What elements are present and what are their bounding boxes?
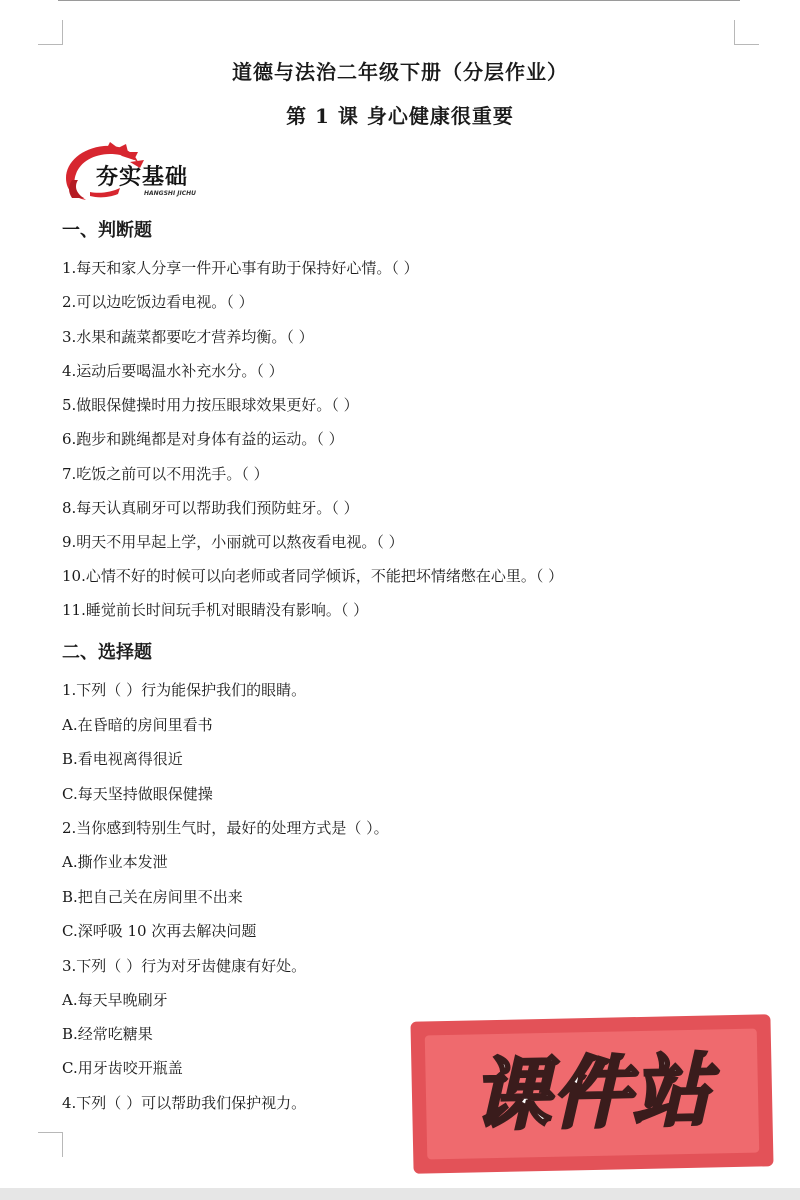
true-false-item-3: 3.水果和蔬菜都要吃才营养均衡。（ ） [62, 328, 314, 346]
section-heading-true-false: 一、判断题 [62, 220, 152, 241]
crop-mark-bottom-left [38, 1132, 63, 1157]
brand-name: 夯实基础 [96, 165, 189, 190]
true-false-item-1: 1.每天和家人分享一件开心事有助于保持好心情。（ ） [62, 259, 419, 277]
true-false-item-4: 4.运动后要喝温水补充水分。（ ） [62, 362, 284, 380]
choice-option: B.把自己关在房间里不出来 [62, 888, 243, 906]
page-top-rule [58, 0, 740, 1]
crop-mark-top-right [734, 20, 759, 45]
lesson-title: 第 1 课 身心健康很重要 [286, 104, 514, 128]
crop-mark-top-left [38, 20, 63, 45]
choice-question-1: 1.下列（ ）行为能保护我们的眼睛。 [62, 681, 307, 699]
true-false-item-8: 8.每天认真刷牙可以帮助我们预防蛀牙。（ ） [62, 499, 359, 517]
true-false-item-6: 6.跑步和跳绳都是对身体有益的运动。（ ） [62, 430, 344, 448]
choice-option: B.经常吃糖果 [62, 1025, 153, 1043]
choice-question-2: 2.当你感到特别生气时，最好的处理方式是（ ）。 [62, 819, 389, 837]
choice-question-4: 4.下列（ ）可以帮助我们保护视力。 [62, 1094, 307, 1112]
watermark-text: 课件站 [471, 1046, 713, 1142]
true-false-item-2: 2.可以边吃饭边看电视。（ ） [62, 293, 254, 311]
watermark-stamp [410, 1014, 773, 1174]
choice-option: A.撕作业本发泄 [62, 853, 168, 871]
brand-logo [60, 140, 210, 202]
choice-option: A.在昏暗的房间里看书 [62, 716, 213, 734]
true-false-item-9: 9.明天不用早起上学，小丽就可以熬夜看电视。（ ） [62, 533, 404, 551]
choice-option: C.用牙齿咬开瓶盖 [62, 1059, 183, 1077]
choice-option: C.深呼吸 10 次再去解决问题 [62, 922, 257, 940]
choice-option: A.每天早晚刷牙 [62, 991, 168, 1009]
document-title: 道德与法治二年级下册（分层作业） [232, 60, 568, 84]
section-heading-multiple-choice: 二、选择题 [62, 642, 152, 663]
brand-pinyin: HANGSHI JICHU [144, 190, 197, 197]
choice-option: B.看电视离得很近 [62, 750, 183, 768]
true-false-item-7: 7.吃饭之前可以不用洗手。（ ） [62, 465, 269, 483]
true-false-item-5: 5.做眼保健操时用力按压眼球效果更好。（ ） [62, 396, 359, 414]
choice-question-3: 3.下列（ ）行为对牙齿健康有好处。 [62, 957, 307, 975]
true-false-item-10: 10.心情不好的时候可以向老师或者同学倾诉，不能把坏情绪憋在心里。（ ） [62, 567, 564, 585]
choice-option: C.每天坚持做眼保健操 [62, 785, 213, 803]
page-bottom-band [0, 1188, 800, 1200]
true-false-item-11: 11.睡觉前长时间玩手机对眼睛没有影响。（ ） [62, 601, 369, 619]
